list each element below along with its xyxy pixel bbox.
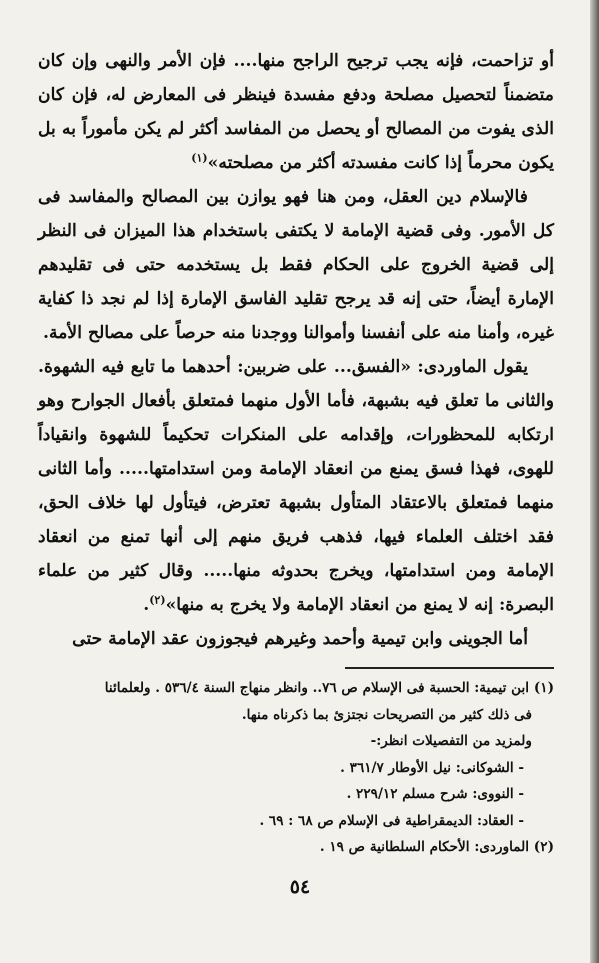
footnote-reference: - النووى: شرح مسلم ٢٢٩/١٢ .: [346, 786, 524, 802]
text-line: متضمناً لتحصيل مصلحة ودفع مفسدة فينظر فى المعارض له، فإن كان: [38, 85, 554, 105]
text-line: والثانى ما تعلق فيه بشبهة، فأما الأول منهما فمتعلق بأفعال الجوارح وهو: [38, 391, 554, 411]
paragraph-3: [38, 350, 554, 622]
footnote-ref-1: (١): [191, 151, 208, 165]
footnote-1: (١) ابن تيمية: الحسبة فى الإسلام ص ٧٦.. وانظر منهاج السنة ٥٣٦/٤ . ولعلمائنا: [104, 680, 554, 696]
page-number: ٥٤: [289, 876, 311, 898]
text-line: الذى يفوت من المصالح أو يحصل من المفاسد أكثر لم يكن مأموراً به بل: [38, 119, 554, 139]
main-text: [38, 44, 554, 656]
footnote-2: (٢) الماوردى: الأحكام السلطانية ص ١٩ .: [319, 839, 554, 855]
text-line: يقول الماوردى: «الفسق... على ضربين: أحدهما ما تابع فيه الشهوة.: [38, 357, 528, 377]
text-line: يكون محرماً إذا كانت مفسدته أكثر من مصلحته»: [207, 153, 554, 173]
text-line: أيضاً، حتى إنه قد يرجح تقليد الفاسق الإمارة إذا لم نجد ذا كفاية غيره،: [38, 289, 554, 343]
footnotes: [38, 675, 554, 861]
text-line: منهما فمتعلق بالاعتقاد المتأول بشبهة تعترض، فيتأول لها خلاف الحق،: [38, 493, 554, 513]
text-line: الأمور. وفى قضية الإمامة لا يكتفى باستخدام هذا الميزان فى النظر إلى: [38, 221, 554, 275]
footnote-reference: - العقاد: الديمقراطية فى الإسلام ص ٦٨ : ٦٩ .: [259, 812, 524, 829]
text-line: فالإسلام دين العقل، ومن هنا فهو يوازن بين المصالح والمفاسد فى كل: [38, 187, 555, 241]
footnote-more-details: ولمزيد من التفصيلات انظر:-: [370, 733, 532, 749]
text-line: أو تزاحمت، فإنه يجب ترجيح الراجح منها.... فإن الأمر والنهى وإن كان: [38, 51, 554, 71]
text-line: ارتكابه للمحظورات، وإقدامه على المنكرات تحكيماً للشهوة وانقياداً: [38, 425, 554, 445]
text-line: البصرة: إنه لا يمنع من انعقاد الإمامة ولا يخرج به منها»: [165, 595, 554, 615]
text-line: فقد اختلف العلماء فيها، فذهب فريق منهم إلى أنها تمنع من انعقاد: [38, 527, 554, 547]
text-line: قضية الخروج على الحكام فقط بل يستخدمه حتى فى تقليدهم الإمارة: [38, 255, 555, 309]
paragraph-1: [38, 44, 554, 180]
footnote-1-continued: فى ذلك كثير من التصريحات نجتزئ بما ذكرناه منها.: [241, 706, 532, 723]
text-line: الإمامة ومن استدامتها، ويخرج بحدوثه منها..... وقال كثير من علماء: [38, 561, 554, 581]
text-line: .: [143, 595, 150, 615]
paragraph-4: أما الجوينى وابن تيمية وأحمد وغيرهم فيجوزون عقد الإمامة حتى: [72, 629, 528, 649]
footnote-reference: - الشوكانى: نيل الأوطار ٣٦١/٧ .: [340, 759, 524, 776]
footnote-ref-2: (٢): [149, 593, 166, 607]
text-line: للهوى، فهذا فسق يمنع من انعقاد الإمامة ومن استدامتها..... وأما الثانى: [38, 459, 554, 479]
paragraph-2: [38, 180, 554, 350]
page-edge-shadow: [590, 0, 599, 963]
footnote-separator: [345, 667, 554, 669]
text-line: وأمنا منه على أنفسنا وأموالنا ووجدنا منه حرصاً على مصالح الأمة.: [43, 323, 510, 343]
